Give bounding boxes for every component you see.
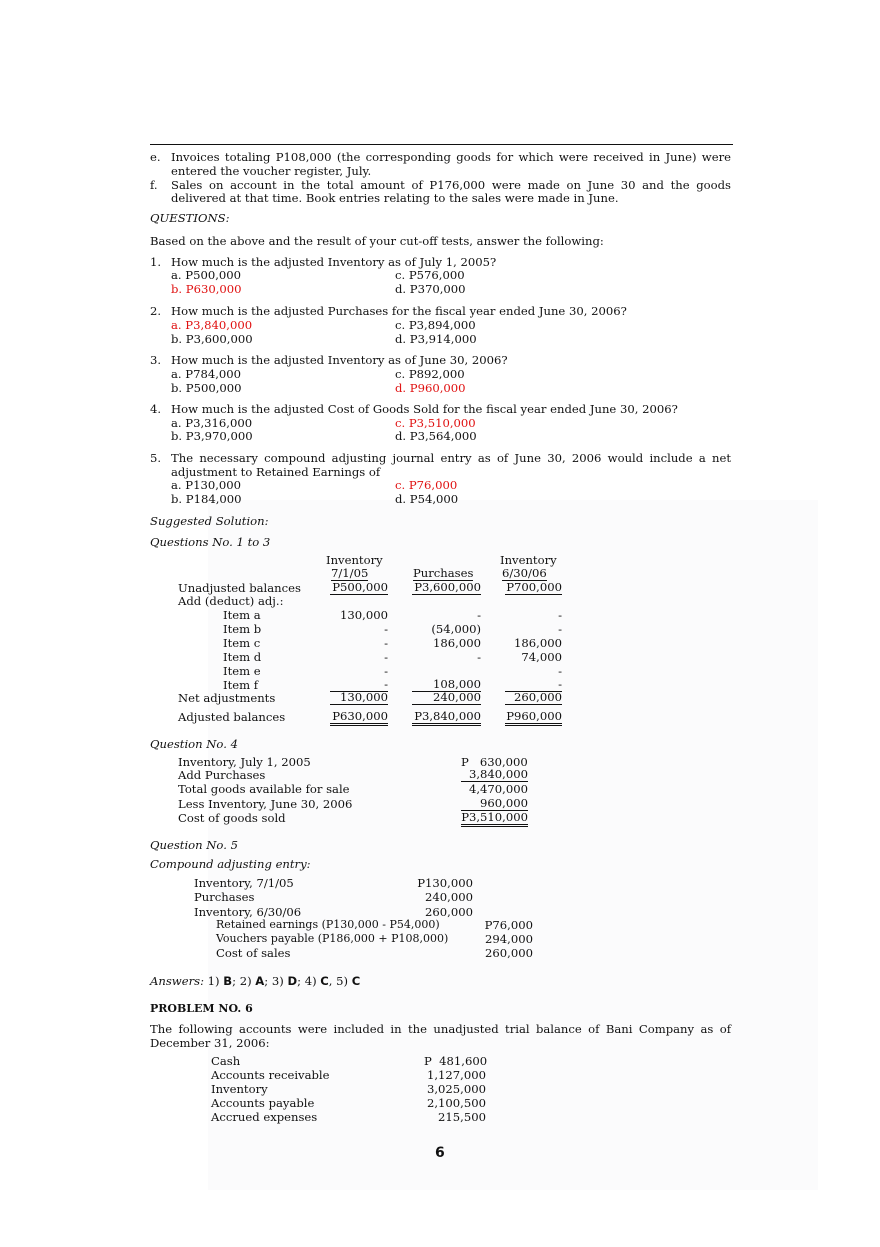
col1-head-line2: 7/1/05: [331, 566, 369, 580]
debit1-value: P130,000: [417, 876, 473, 890]
q4-option-b: b. P3,970,000: [171, 429, 253, 443]
q3-option-a: a. P784,000: [171, 367, 242, 381]
q1-option-d: d. P370,000: [395, 282, 466, 296]
q4-line5-value: P3,510,000: [461, 811, 528, 827]
account-inventory-value: 3,025,000: [426, 1082, 486, 1096]
net-adjustments-label: Net adjustments: [178, 691, 276, 705]
q2-option-c: c. P3,894,000: [395, 318, 476, 332]
q4-line3-value: 4,470,000: [468, 782, 528, 796]
item-a-label: Item a: [223, 608, 261, 622]
credit3-value: 260,000: [485, 946, 533, 960]
answer-5-num: 5): [336, 974, 349, 988]
adjusted-col1: P630,000: [330, 710, 388, 726]
account-ap-value: 2,100,500: [426, 1096, 486, 1110]
answers-prefix: Answers:: [150, 974, 204, 988]
item-c-col2: 186,000: [433, 636, 481, 650]
questions-heading: QUESTIONS:: [150, 211, 230, 225]
item-e-line2: entered the voucher register, July.: [171, 164, 372, 178]
col3-head-line2: 6/30/06: [502, 566, 547, 580]
q5-subheading: Compound adjusting entry:: [150, 857, 311, 871]
account-accrued-value: 215,500: [438, 1110, 486, 1124]
col2-head: Purchases: [413, 566, 474, 580]
unadjusted-col3: P700,000: [506, 580, 562, 594]
answer-3-num: 3): [271, 974, 284, 988]
account-inventory-label: Inventory: [211, 1082, 268, 1096]
account-ar-value: 1,127,000: [426, 1068, 486, 1082]
answer-4: C: [320, 974, 329, 988]
q5-option-a: a. P130,000: [171, 478, 242, 492]
account-accrued-label: Accrued expenses: [211, 1110, 318, 1124]
q2-option-d: d. P3,914,000: [395, 332, 477, 346]
debit2-label: Purchases: [194, 890, 255, 904]
net-col1: 130,000: [330, 691, 388, 705]
credit1-label: Retained earnings (P130,000 - P54,000): [216, 918, 440, 931]
net-col3: 260,000: [505, 691, 562, 705]
suggested-solution-heading: Suggested Solution:: [150, 514, 269, 528]
q4-number: 4.: [150, 402, 162, 416]
q4-line4-label: Less Inventory, June 30, 2006: [178, 797, 353, 811]
q5-option-b: b. P184,000: [171, 492, 242, 506]
item-b-col2: (54,000): [431, 622, 481, 636]
q4-line2-label: Add Purchases: [178, 768, 266, 782]
item-marker-f: f.: [150, 178, 158, 192]
problem-heading: PROBLEM NO. 6: [150, 1002, 253, 1015]
credit1-value: P76,000: [484, 918, 533, 932]
q3-number: 3.: [150, 353, 162, 367]
item-f-col3: -: [505, 678, 562, 692]
col3-head-line1: Inventory: [500, 553, 557, 567]
q5-number: 5.: [150, 451, 162, 465]
q4-line2-value: 3,840,000: [461, 768, 528, 782]
q1-option-c: c. P576,000: [395, 268, 465, 282]
page-number: 6: [435, 1145, 445, 1161]
q5-text-line1: The necessary compound adjusting journal entry as of June 30, 2006 would include a net: [171, 451, 731, 465]
col1-head-line1: Inventory: [326, 553, 383, 567]
unadjusted-col1: P500,000: [330, 581, 388, 595]
q3-text: How much is the adjusted Inventory as of June 30, 2006?: [171, 353, 508, 367]
item-b-col3: -: [558, 622, 562, 636]
problem-text-line1: The following accounts were included in the unadjusted trial balance of Bani Company as of: [150, 1022, 731, 1036]
q3-option-c: c. P892,000: [395, 367, 465, 381]
q3-option-d: d. P960,000: [395, 381, 466, 395]
q2-option-a: a. P3,840,000: [171, 318, 253, 332]
item-e-col1: -: [384, 664, 388, 678]
answer-5: C: [351, 974, 361, 988]
item-f-col1: -: [330, 678, 388, 692]
credit3-label: Cost of sales: [216, 946, 291, 960]
q4-line1-label: Inventory, July 1, 2005: [178, 755, 311, 769]
item-e-col3: -: [558, 664, 562, 678]
top-rule: [150, 144, 733, 145]
credit2-value: 294,000: [485, 932, 533, 946]
net-col2: 240,000: [412, 691, 481, 705]
item-b-label: Item b: [223, 622, 262, 636]
adjusted-balances-label: Adjusted balances: [178, 710, 286, 724]
q1-text: How much is the adjusted Inventory as of July 1, 2005?: [171, 255, 497, 269]
q4-option-c: c. P3,510,000: [395, 416, 476, 430]
q5-text-line2: adjustment to Retained Earnings of: [171, 465, 381, 479]
answer-1: B: [223, 974, 233, 988]
item-a-col1: 130,000: [340, 608, 388, 622]
q4-line1-value: P 630,000: [461, 755, 528, 769]
debit3-label: Inventory, 6/30/06: [194, 905, 302, 919]
item-a-col2: -: [477, 608, 481, 622]
q2-number: 2.: [150, 304, 162, 318]
item-f-line1: Sales on account in the total amount of P176,000 were made on June 30 and the goods: [171, 178, 731, 192]
item-f-line2: delivered at that time. Book entries relating to the sales were made in June.: [171, 191, 619, 205]
add-deduct-label: Add (deduct) adj.:: [178, 594, 284, 608]
q1to3-heading: Questions No. 1 to 3: [150, 535, 271, 549]
q4-line4-value: 960,000: [461, 797, 528, 811]
item-e-label: Item e: [223, 664, 261, 678]
account-cash-value: P 481,600: [424, 1054, 488, 1068]
item-f-col2: 108,000: [412, 678, 481, 692]
q5-option-d: d. P54,000: [395, 492, 459, 506]
page-shade: [208, 500, 818, 1190]
q5-option-c: c. P76,000: [395, 478, 458, 492]
item-d-col2: -: [477, 650, 481, 664]
q2-text: How much is the adjusted Purchases for the fiscal year ended June 30, 2006?: [171, 304, 627, 318]
item-d-col3: 74,000: [521, 650, 562, 664]
item-f-label: Item f: [223, 678, 259, 692]
answer-1-num: 1): [207, 974, 220, 988]
credit2-label: Vouchers payable (P186,000 + P108,000): [216, 932, 449, 945]
q4-option-d: d. P3,564,000: [395, 429, 477, 443]
item-marker-e: e.: [150, 150, 161, 164]
q4-option-a: a. P3,316,000: [171, 416, 253, 430]
adjusted-col3: P960,000: [505, 710, 562, 726]
item-c-label: Item c: [223, 636, 261, 650]
account-ar-label: Accounts receivable: [211, 1068, 330, 1082]
item-e-line1: Invoices totaling P108,000 (the corresponding goods for which were received in June) were: [171, 150, 731, 164]
answer-4-num: 4): [304, 974, 317, 988]
q4-heading: Question No. 4: [150, 737, 238, 751]
q4-text: How much is the adjusted Cost of Goods Sold for the fiscal year ended June 30, 2006?: [171, 402, 678, 416]
item-c-col1: -: [384, 636, 388, 650]
account-ap-label: Accounts payable: [211, 1096, 315, 1110]
item-d-col1: -: [384, 650, 388, 664]
answer-3: D: [287, 974, 298, 988]
answers-line: Answers: 1) B; 2) A; 3) D; 4) C, 5) C: [150, 974, 361, 988]
problem-text-line2: December 31, 2006:: [150, 1036, 270, 1050]
unadjusted-label: Unadjusted balances: [178, 581, 301, 595]
intro-text: Based on the above and the result of your cut-off tests, answer the following:: [150, 234, 604, 248]
item-a-col3: -: [558, 608, 562, 622]
item-b-col1: -: [384, 622, 388, 636]
debit3-value: 260,000: [425, 905, 473, 919]
debit1-label: Inventory, 7/1/05: [194, 876, 294, 890]
q1-number: 1.: [150, 255, 162, 269]
q4-line3-label: Total goods available for sale: [178, 782, 350, 796]
q3-option-b: b. P500,000: [171, 381, 242, 395]
debit2-value: 240,000: [425, 890, 473, 904]
unadjusted-col2: P3,600,000: [412, 581, 481, 595]
adjusted-col2: P3,840,000: [412, 710, 481, 726]
account-cash-label: Cash: [211, 1054, 241, 1068]
answer-2-num: 2): [239, 974, 252, 988]
q5-heading: Question No. 5: [150, 838, 238, 852]
item-d-label: Item d: [223, 650, 262, 664]
answer-2: A: [255, 974, 265, 988]
item-c-col3: 186,000: [514, 636, 562, 650]
q2-option-b: b. P3,600,000: [171, 332, 253, 346]
q1-option-a: a. P500,000: [171, 268, 242, 282]
q1-option-b: b. P630,000: [171, 282, 242, 296]
q4-line5-label: Cost of goods sold: [178, 811, 286, 825]
